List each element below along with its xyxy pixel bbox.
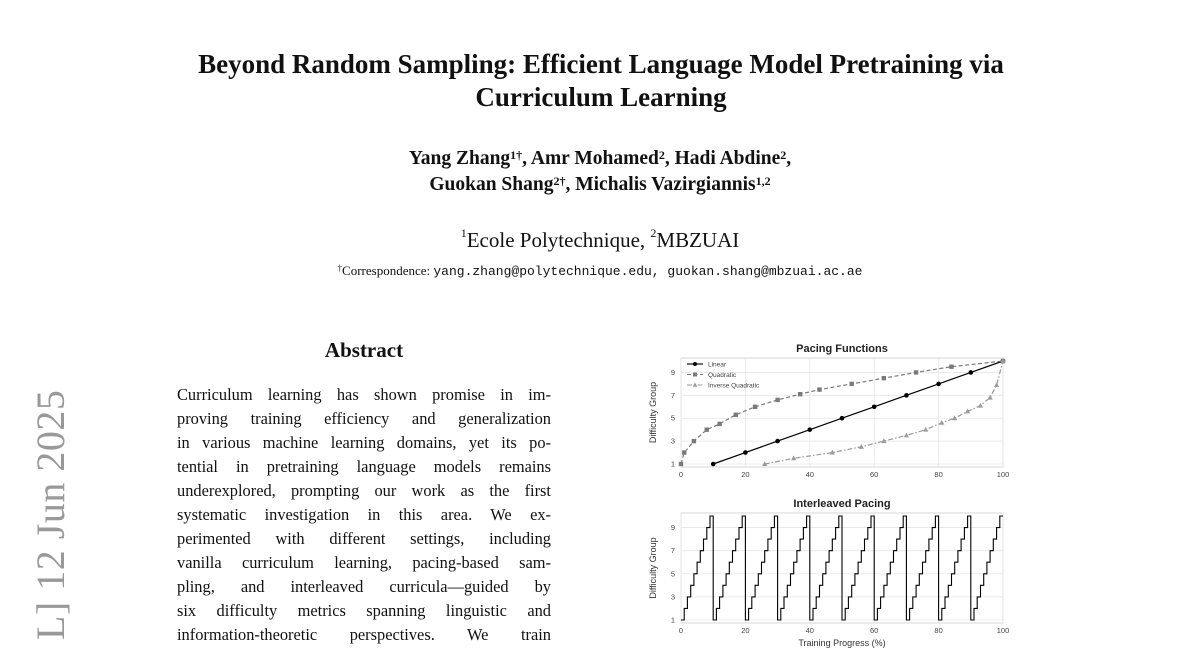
x-tick-label: 100 <box>996 470 1010 479</box>
legend-label: Linear <box>708 361 727 369</box>
abstract-line: six difficulty metrics spanning linguistic and <box>177 601 551 620</box>
y-tick-label: 5 <box>670 413 675 423</box>
x-tick-label: 20 <box>741 626 750 635</box>
y-tick-label: 1 <box>670 615 675 625</box>
affiliation-mark: 2 <box>650 226 657 240</box>
data-point <box>682 450 686 454</box>
abstract-line: tential in pretraining language models remains <box>177 457 551 476</box>
x-tick-label: 0 <box>678 470 684 479</box>
data-point <box>872 404 877 409</box>
x-tick-label: 60 <box>870 470 879 479</box>
data-point <box>734 413 738 417</box>
data-point <box>798 392 802 396</box>
y-tick-label: 7 <box>670 390 675 400</box>
abstract-line: systematic investigation in this area. We ex- <box>177 505 551 524</box>
data-point <box>775 439 780 444</box>
figure-pacing <box>640 338 1032 648</box>
abstract-line: information-theoretic perspectives. We train <box>177 625 551 644</box>
data-point <box>692 439 696 443</box>
affiliation-name: Ecole Polytechnique <box>466 228 640 252</box>
author-name: Guokan Shang <box>429 174 554 195</box>
data-point <box>882 376 886 380</box>
abstract-body <box>177 383 551 647</box>
data-point <box>840 416 845 421</box>
author-name: Amr Mohamed <box>530 148 659 169</box>
abstract-line: proving training efficiency and generalization <box>177 409 551 428</box>
author-mark: 2 <box>658 148 665 162</box>
data-point <box>808 427 813 432</box>
author-mark: 1† <box>510 148 523 162</box>
abstract-line: pling, and interleaved curricula—guided by <box>177 577 551 596</box>
x-tick-label: 20 <box>741 470 750 479</box>
author-name: Yang Zhang <box>408 148 511 169</box>
y-tick-label: 9 <box>670 523 675 533</box>
author-line-1: Yang Zhang$^{1\dagger}$, Amr Mohamed$^2$, Hadi Abdine$^2$, <box>408 148 792 169</box>
y-axis-label: Difficulty Group <box>648 381 658 444</box>
chart-title: Interleaved Pacing <box>793 498 891 510</box>
data-point <box>904 393 909 398</box>
author-mark: 2† <box>553 174 566 188</box>
author-name: Hadi Abdine <box>674 148 781 169</box>
legend-marker <box>693 362 697 366</box>
data-point <box>753 405 757 409</box>
x-tick-label: 80 <box>934 626 943 635</box>
x-axis-label: Training Progress (%) <box>798 638 886 648</box>
author-line-2: Guokan Shang$^{2\dagger}$, Michalis Vazirgiannis$^{1,2}$ <box>429 174 771 195</box>
x-tick-label: 100 <box>996 626 1010 635</box>
data-point <box>705 427 709 431</box>
abstract-line: perimented with different settings, including <box>177 529 551 548</box>
x-tick-label: 0 <box>678 626 684 635</box>
legend-label: Quadratic <box>708 371 737 379</box>
data-point <box>717 422 721 426</box>
abstract-line: Curriculum learning has shown promise in im- <box>177 385 551 404</box>
arxiv-sidebar-stamp <box>24 380 74 650</box>
data-point <box>711 462 716 467</box>
data-point <box>914 370 918 374</box>
author-mark: 2 <box>780 148 787 162</box>
data-point <box>849 382 853 386</box>
correspondence-emails[interactable]: yang.zhang@polytechnique.edu, guokan.shang@mbzuai.ac.ae <box>433 264 863 279</box>
x-tick-label: 40 <box>805 626 814 635</box>
data-point <box>679 462 683 466</box>
abstract-line: in various machine learning domains, yet its po- <box>177 433 551 452</box>
y-tick-label: 5 <box>670 569 675 579</box>
title-line-1: Beyond Random Sampling: Efficient Language Model Pretraining via <box>198 49 1004 79</box>
author-list <box>200 146 1000 198</box>
data-point <box>969 370 974 375</box>
abstract-line: underexplored, prompting our work as the first <box>177 481 551 500</box>
legend-marker <box>693 373 697 377</box>
data-point <box>949 365 953 369</box>
y-axis-label: Difficulty Group <box>648 537 658 599</box>
affiliations: $^1$Ecole Polytechnique, $^2$MBZUAI <box>460 226 740 252</box>
abstract-heading: Abstract <box>324 338 404 362</box>
author-mark: 1,2 <box>755 174 771 188</box>
data-point <box>775 398 779 402</box>
y-tick-label: 7 <box>670 546 675 556</box>
paper-title <box>120 48 1082 114</box>
correspondence-label: Correspondence: <box>342 263 431 278</box>
y-tick-label: 3 <box>670 592 675 602</box>
arxiv-stamp-text: L] 12 Jun 2025 <box>28 389 73 640</box>
correspondence-mark: † <box>337 263 343 273</box>
author-name: Michalis Vazirgiannis <box>575 174 756 195</box>
data-point <box>743 450 748 455</box>
affiliation-name: MBZUAI <box>656 228 740 252</box>
x-tick-label: 60 <box>870 626 879 635</box>
x-tick-label: 80 <box>934 470 943 479</box>
data-point <box>936 382 941 387</box>
legend-label: Inverse Quadratic <box>708 382 760 390</box>
title-line-2: Curriculum Learning <box>475 82 727 112</box>
data-point <box>817 387 821 391</box>
y-tick-label: 3 <box>670 436 675 446</box>
correspondence <box>150 263 1050 279</box>
affiliation-mark: 1 <box>460 226 467 240</box>
y-tick-label: 1 <box>670 459 675 469</box>
pacing-figure-svg <box>640 338 1032 648</box>
chart-title: Pacing Functions <box>796 343 888 355</box>
y-tick-label: 9 <box>670 367 675 377</box>
abstract-line: vanilla curriculum learning, pacing-based sam- <box>177 553 551 572</box>
x-tick-label: 40 <box>805 470 814 479</box>
